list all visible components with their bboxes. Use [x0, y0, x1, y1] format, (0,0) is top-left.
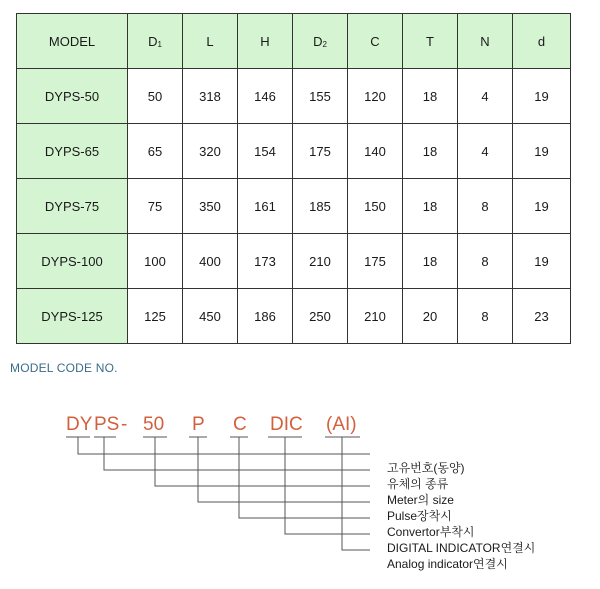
value-cell: 186	[238, 289, 293, 344]
value-cell: 400	[183, 234, 238, 289]
column-header	[348, 14, 403, 69]
code-seg-dash: -	[121, 414, 128, 435]
value-cell: 175	[293, 124, 348, 179]
model-cell: DYPS-125	[17, 289, 128, 344]
code-seg-ps: PS	[94, 414, 120, 435]
column-header	[17, 14, 128, 69]
value-cell: 210	[348, 289, 403, 344]
column-header-label: H	[260, 33, 270, 49]
value-cell: 18	[403, 234, 458, 289]
value-cell: 173	[238, 234, 293, 289]
value-cell: 175	[348, 234, 403, 289]
value-cell: 18	[403, 69, 458, 124]
column-header	[238, 14, 293, 69]
desc-meter-size: Meter의 size	[387, 493, 454, 507]
column-header-label: T	[426, 33, 434, 49]
model-code-diagram	[0, 395, 600, 589]
desc-fluid-type: 유체의 종류	[387, 477, 449, 491]
value-cell: 250	[293, 289, 348, 344]
column-header	[183, 14, 238, 69]
model-cell: DYPS-100	[17, 234, 128, 289]
column-header	[128, 14, 183, 69]
value-cell: 4	[458, 124, 513, 179]
column-header	[513, 14, 571, 69]
value-cell: 4	[458, 69, 513, 124]
table-row	[17, 69, 571, 124]
table-row	[17, 289, 571, 344]
column-header-label: D	[148, 33, 158, 49]
value-cell: 19	[513, 179, 571, 234]
value-cell: 125	[128, 289, 183, 344]
desc-analog-indicator: Analog indicator연결시	[387, 557, 508, 571]
value-cell: 65	[128, 124, 183, 179]
value-cell: 450	[183, 289, 238, 344]
value-cell: 120	[348, 69, 403, 124]
column-header-label: D	[313, 33, 323, 49]
table-header-row	[17, 14, 571, 69]
value-cell: 8	[458, 179, 513, 234]
value-cell: 140	[348, 124, 403, 179]
column-header	[458, 14, 513, 69]
column-header-label: MODEL	[48, 33, 96, 49]
code-seg-size: 50	[143, 414, 165, 435]
value-cell: 185	[293, 179, 348, 234]
value-cell: 154	[238, 124, 293, 179]
value-cell: 350	[183, 179, 238, 234]
value-cell: 18	[403, 124, 458, 179]
column-header	[403, 14, 458, 69]
code-seg-dic: DIC	[270, 414, 303, 435]
column-header-label: N	[480, 33, 490, 49]
desc-unique-no: 고유번호(동양)	[387, 461, 465, 475]
value-cell: 8	[458, 289, 513, 344]
code-seg-ai: (AI)	[326, 414, 357, 435]
model-cell: DYPS-50	[17, 69, 128, 124]
code-seg-c: C	[233, 414, 247, 435]
column-header-subscript: 1	[157, 39, 162, 49]
model-cell: DYPS-75	[17, 179, 128, 234]
value-cell: 161	[238, 179, 293, 234]
value-cell: 19	[513, 124, 571, 179]
value-cell: 210	[293, 234, 348, 289]
model-code-title: MODEL CODE NO.	[10, 361, 118, 375]
dimensions-table	[16, 13, 571, 344]
table-row	[17, 179, 571, 234]
table-row	[17, 234, 571, 289]
value-cell: 155	[293, 69, 348, 124]
column-header-label: d	[537, 33, 546, 49]
value-cell: 8	[458, 234, 513, 289]
value-cell: 100	[128, 234, 183, 289]
desc-digital-indicator: DIGITAL INDICATOR연결시	[387, 541, 536, 555]
value-cell: 23	[513, 289, 571, 344]
model-cell: DYPS-65	[17, 124, 128, 179]
value-cell: 150	[348, 179, 403, 234]
value-cell: 146	[238, 69, 293, 124]
column-header-label: L	[206, 33, 214, 49]
value-cell: 50	[128, 69, 183, 124]
value-cell: 20	[403, 289, 458, 344]
value-cell: 19	[513, 69, 571, 124]
value-cell: 318	[183, 69, 238, 124]
code-seg-p: P	[192, 414, 205, 435]
leader-lines	[78, 437, 370, 550]
value-cell: 320	[183, 124, 238, 179]
column-header-subscript: 2	[322, 39, 327, 49]
desc-convertor: Convertor부착시	[387, 525, 475, 539]
value-cell: 75	[128, 179, 183, 234]
column-header-label: C	[370, 33, 380, 49]
value-cell: 18	[403, 179, 458, 234]
code-seg-dy: DY	[66, 414, 93, 435]
desc-pulse: Pulse장착시	[387, 509, 452, 523]
column-header	[293, 14, 348, 69]
value-cell: 19	[513, 234, 571, 289]
table-row	[17, 124, 571, 179]
table-body	[17, 69, 571, 344]
